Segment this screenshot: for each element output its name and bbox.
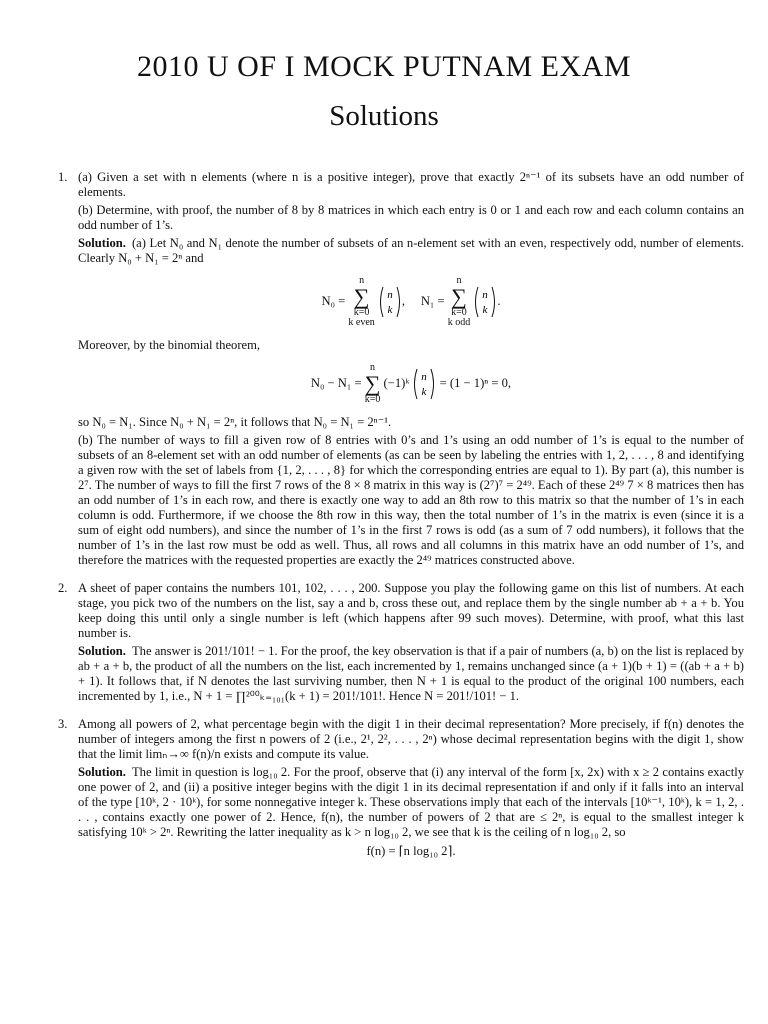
solution bbox=[78, 765, 744, 840]
moreover-text: Moreover, by the binomial theorem, bbox=[78, 338, 261, 352]
sigma-icon: ∑ bbox=[451, 284, 467, 309]
problem-2 bbox=[58, 581, 744, 704]
conclusion-a: so N₀ = N₁. Since N₀ + N₁ = 2ⁿ, it follows that N₀ = N₁ = 2ⁿ⁻¹. bbox=[78, 415, 392, 429]
equation-binomial-theorem bbox=[78, 363, 744, 405]
problem-statement: Among all powers of 2, what percentage begin with the digit 1 in their decimal representation? More precisely, if f(n) denotes the number of integers among the first n powers of 2 (i.e., 2¹, 2², . . . , 2ⁿ) whose decimal representation begins with the digit 1, show that the limit limₙ→∞ f(n)/n exists and compute its value. bbox=[78, 717, 744, 761]
problem-statement-b: (b) Determine, with proof, the number of 8 by 8 matrices in which each entry is 0 or 1 and each row and each column contains an odd number of 1’s. bbox=[78, 203, 744, 232]
solution-intro bbox=[78, 236, 744, 266]
sigma-icon: ∑ bbox=[364, 371, 381, 396]
binomial-coefficient bbox=[378, 285, 402, 319]
sum-even bbox=[348, 276, 374, 328]
solution-b: (b) The number of ways to fill a given row of 8 entries with 0’s and 1’s using an odd number of 1’s is equal to the number of subsets of an 8-element set with an odd number of elements (as can be seen by labeling the entries with 1, 2, . . . , 8 and identifying a given row with the set of labels from {1, 2, . . . , 8} for which the corresponding entries are equal to 1). By part (a), this number is 2⁷. The number of ways to fill the first 7 rows of the 8 × 8 matrix in this way is (2⁷)⁷ = 2⁴⁹. Each of these 2⁴⁹ 7 × 8 matrices then has an odd number of 1’s in each row, and there is exactly one way to add an 8th row to this matrix so that the number of 1’s in each column is odd. Furthermore, if we choose the 8th row in this way, then the total number of 1’s in the matrix is even (since it is a sum of eight odd numbers), and since the number of 1’s in the first 7 rows is odd (as a sum of 7 odd numbers), it follows that the number of 1’s in the last row must be odd as well. Thus, all rows and all columns in this matrix have an odd number of 1’s, and therefore the matrices with the requested properties are exactly the 2⁴⁹ matrices constructed above. bbox=[78, 433, 744, 567]
svg-text:k: k bbox=[482, 304, 488, 316]
binomial-coefficient bbox=[412, 367, 436, 401]
eq2-mid: (−1)ᵏ bbox=[383, 375, 410, 390]
problem-statement-a: (a) Given a set with n elements (where n is a positive integer), prove that exactly 2ⁿ⁻¹ of its subsets have an odd number of elements. bbox=[78, 170, 744, 199]
sum-bottom: k=0 bbox=[451, 307, 467, 318]
problem-1 bbox=[58, 170, 744, 568]
solution bbox=[78, 644, 744, 704]
page-title: 2010 U OF I MOCK PUTNAM EXAM bbox=[136, 50, 632, 83]
problem-number: 1. bbox=[58, 170, 68, 184]
solution-label: Solution. bbox=[78, 644, 126, 658]
sum-top: n bbox=[359, 275, 365, 286]
solution-label: Solution. bbox=[78, 765, 126, 779]
svg-text:n: n bbox=[421, 371, 428, 383]
svg-text:k: k bbox=[387, 304, 393, 316]
problem-statement: A sheet of paper contains the numbers 101, 102, . . . , 200. Suppose you play the following game on this list of numbers. At each stage, you pick two of the numbers on the list, say a and b, cross these out, and replace them by the single number ab + a + b. You keep doing this until only a single number is left (which happens after 99 such moves). Determine, with proof, what this last number is. bbox=[78, 581, 744, 640]
solution-label: Solution. bbox=[78, 236, 126, 250]
page-subtitle: Solutions bbox=[329, 100, 439, 132]
solution-text: The limit in question is log₁₀ 2. For the proof, observe that (i) any interval of the form [x, 2x) with x ≥ 2 contains exactly one power of 2, and (ii) a positive integer begins with the digit 1 in its decimal representation if and only if it falls into an interval of the type [10ᵏ, 2 · 10ᵏ), for some nonnegative integer k. These observations imply that each of the intervals [10ᵏ⁻¹, 10ᵏ), k = 1, 2, . . . , contains exactly one power of 2. Hence, f(n), the number of powers of 2 that are ≤ 2ⁿ, is equal to the smallest integer k satisfying 10ᵏ > 2ⁿ. Rewriting the latter inequality as k > n log₁₀ 2, we see that k is the ceiling of n log₁₀ 2, so bbox=[78, 765, 744, 839]
sum-top: n bbox=[456, 275, 462, 286]
sum-bottom: k=0 bbox=[353, 307, 370, 318]
sum-condition: k odd bbox=[447, 317, 471, 328]
problem-number: 2. bbox=[58, 581, 68, 595]
document-body bbox=[58, 170, 744, 872]
eq2-left: N₀ − N₁ = bbox=[310, 375, 362, 390]
svg-text:n: n bbox=[387, 289, 393, 301]
svg-text:n: n bbox=[482, 289, 489, 301]
sum-top: n bbox=[370, 362, 376, 373]
problem-3 bbox=[58, 717, 744, 859]
sum-odd bbox=[448, 276, 471, 328]
sum-bottom: k=0 bbox=[364, 394, 381, 405]
eq1-left: N₀ = bbox=[321, 293, 346, 308]
sigma-icon: ∑ bbox=[353, 284, 370, 309]
solution-intro-text: (a) Let N₀ and N₁ denote the number of subsets of an n-element set with an even, respectively odd, number of elements. Clearly N₀ + N₁ = 2ⁿ and bbox=[78, 236, 744, 265]
equation-n0-n1: N₀ = n ∑ k=0 k even n k , N₁ = n ∑ k=0 k odd n k . bbox=[321, 275, 501, 328]
svg-text:k: k bbox=[422, 386, 427, 398]
sum-all bbox=[365, 363, 381, 405]
sum-condition: k even bbox=[348, 317, 375, 328]
problem-number: 3. bbox=[58, 717, 68, 731]
binomial-coefficient bbox=[473, 285, 497, 319]
final-equation: f(n) = ⌈n log₁₀ 2⌉. bbox=[366, 844, 456, 858]
eq2-right: = (1 − 1)ⁿ = 0, bbox=[439, 375, 512, 390]
eq1-right: N₁ = bbox=[420, 293, 445, 308]
solution-text: The answer is 201!/101! − 1. For the proof, the key observation is that if a pair of numbers (a, b) on the list is replaced by ab + a + b, the product of all the numbers on the list, each incremented by 1, remains unchanged since (a + 1)(b + 1) = ((ab + a + b) + 1). It follows that, if N denotes the last surviving number, then N + 1 is equal to the product of the original 100 numbers, each incremented by 1, i.e., N + 1 = ∏²⁰⁰ₖ₌₁₀₁(k + 1) = 201!/101!. Hence N = 201!/101! − 1. bbox=[78, 644, 744, 703]
